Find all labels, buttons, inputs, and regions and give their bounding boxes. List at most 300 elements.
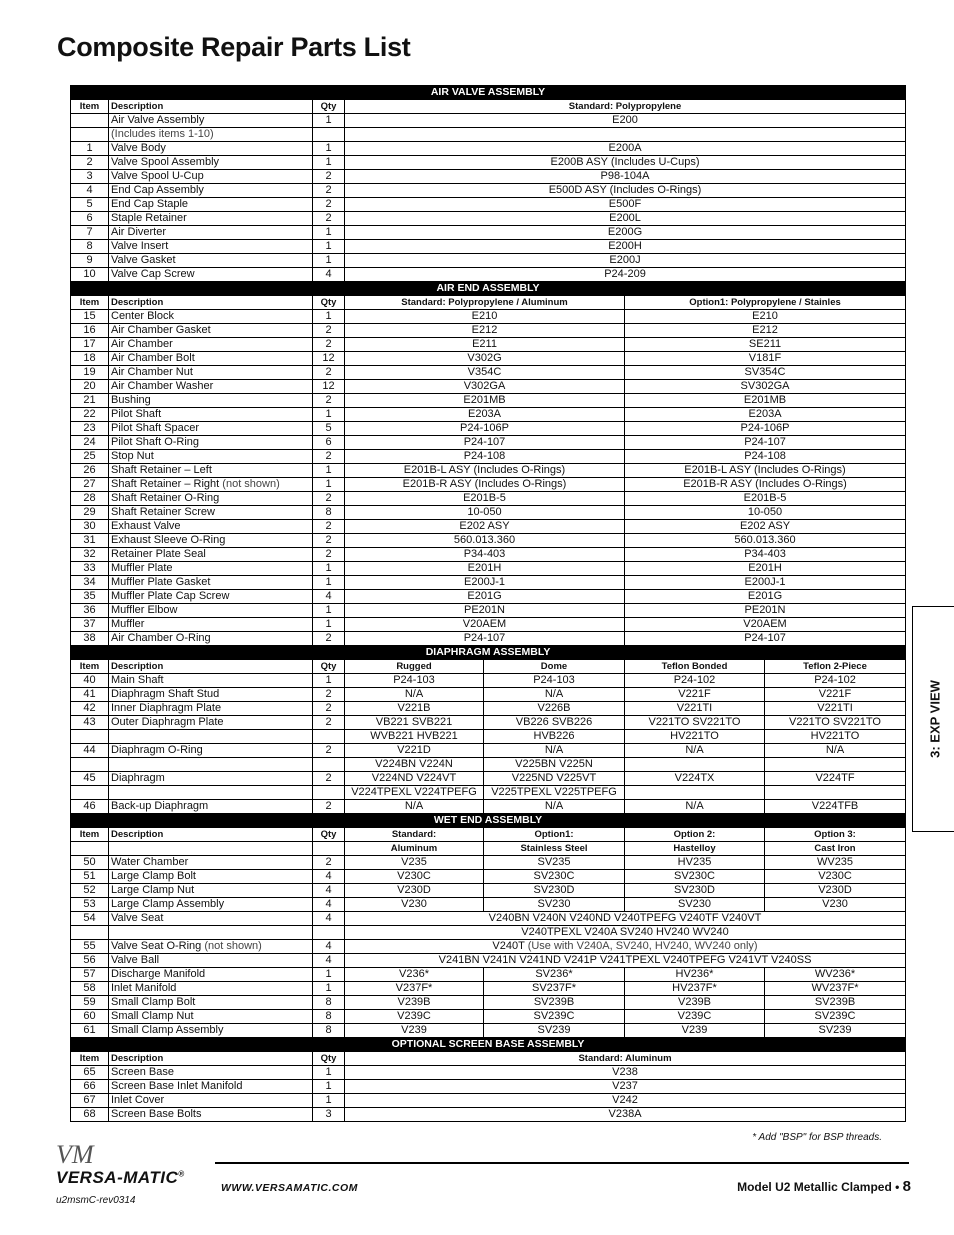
table-row [71, 1024, 906, 1038]
table-cell [345, 744, 484, 758]
cell-text: SV354C [744, 366, 786, 378]
table-cell [109, 254, 313, 268]
table-cell [109, 1066, 313, 1080]
cell-text: VB226 SVB226 [515, 716, 593, 728]
cell-text: 19 [83, 366, 96, 378]
table-cell [109, 534, 313, 548]
cell-text: V224TX [674, 772, 715, 784]
cell-text: 18 [83, 352, 96, 364]
table-cell [109, 114, 313, 128]
cell-text: 59 [83, 996, 96, 1008]
table-cell [109, 380, 313, 394]
table-cell [71, 898, 109, 912]
cell-text: E202 ASY [459, 520, 510, 532]
cell-text: Hastelloy [673, 843, 716, 854]
column-header [313, 842, 345, 856]
cell-text: 1 [325, 618, 332, 630]
cell-text: Valve Seat O-Ring [111, 940, 202, 952]
cell-text: V237F* [395, 982, 433, 994]
table-cell [71, 800, 109, 814]
cell-text: SV230 [537, 898, 571, 910]
table-cell [484, 870, 625, 884]
table-cell [345, 240, 906, 254]
table-cell [625, 786, 765, 800]
table-row [71, 576, 906, 590]
table-cell [625, 744, 765, 758]
cell-text: V230 [401, 898, 427, 910]
table-cell [71, 464, 109, 478]
table-cell [625, 310, 906, 324]
table-cell [313, 604, 345, 618]
table-cell [313, 1066, 345, 1080]
table-cell [71, 618, 109, 632]
cell-text: 12 [322, 380, 335, 392]
table-cell [313, 212, 345, 226]
cell-text: 1 [325, 156, 332, 168]
cell-text: 26 [83, 464, 96, 476]
table-row [71, 1066, 906, 1080]
cell-text: 54 [83, 912, 96, 924]
cell-text: 45 [83, 772, 96, 784]
table-cell [71, 716, 109, 730]
cell-text: V224TFB [811, 800, 859, 812]
table-row [71, 674, 906, 688]
cell-text: 6 [86, 212, 93, 224]
cell-text: 36 [83, 604, 96, 616]
table-cell [71, 478, 109, 492]
table-row [71, 758, 906, 772]
table-cell [109, 324, 313, 338]
cell-text: Main Shaft [111, 674, 164, 686]
table-row [71, 1010, 906, 1024]
cell-text: Muffler [111, 618, 145, 630]
cell-text: 8 [325, 996, 332, 1008]
table-cell [345, 898, 484, 912]
column-header [625, 828, 765, 842]
table-cell [71, 702, 109, 716]
table-cell [313, 1024, 345, 1038]
cell-text: Valve Spool U-Cup [111, 170, 204, 182]
table-row [71, 688, 906, 702]
cell-text: V224ND V224VT [371, 772, 457, 784]
cell-text: 28 [83, 492, 96, 504]
cell-text: 2 [325, 856, 332, 868]
table-cell [345, 310, 625, 324]
table-cell [484, 772, 625, 786]
table-cell [313, 800, 345, 814]
column-header [313, 660, 345, 674]
table-cell [109, 590, 313, 604]
cell-text: Item [79, 829, 100, 840]
table-row [71, 940, 906, 954]
cell-text: 29 [83, 506, 96, 518]
table-cell [625, 534, 906, 548]
table-cell [765, 786, 906, 800]
cell-text: 1 [325, 114, 332, 126]
table-row [71, 184, 906, 198]
cell-text: V241BN V241N V241ND V241P V241TPEXL V240TPEFG V241VT V240SS [438, 954, 812, 966]
cell-text: P24-102 [814, 674, 856, 686]
table-cell [71, 730, 109, 744]
cell-text: V221TI [817, 702, 853, 714]
table-cell [71, 870, 109, 884]
table-cell [313, 520, 345, 534]
table-cell [313, 1108, 345, 1122]
table-row [71, 548, 906, 562]
table-row [71, 870, 906, 884]
cell-text: V221D [397, 744, 431, 756]
model-name: Model U2 Metallic Clamped • [737, 1180, 900, 1194]
cell-text: 1 [325, 674, 332, 686]
table-cell [765, 856, 906, 870]
table-cell [313, 744, 345, 758]
cell-text: E212 [471, 324, 498, 336]
cell-text: 5 [86, 198, 93, 210]
table-row [71, 744, 906, 758]
table-cell [313, 366, 345, 380]
table-cell [109, 744, 313, 758]
table-cell [71, 114, 109, 128]
table-cell [71, 366, 109, 380]
cell-text: HV221TO [670, 730, 719, 742]
cell-text: Item [79, 297, 100, 308]
column-header [345, 100, 906, 114]
cell-text: 8 [325, 1024, 332, 1036]
table-cell [109, 576, 313, 590]
table-cell [109, 926, 313, 940]
cell-text: 3 [86, 170, 93, 182]
cell-text: P24-107 [463, 436, 506, 448]
cell-text: End Cap Assembly [111, 184, 204, 196]
cell-text: V238 [612, 1066, 638, 1078]
cell-text: E200J [609, 254, 641, 266]
table-cell [109, 968, 313, 982]
cell-text: Teflon Bonded [661, 661, 728, 672]
cell-text: PE201N [744, 604, 786, 616]
table-cell [109, 996, 313, 1010]
table-cell [484, 758, 625, 772]
cell-text: SV239B [814, 996, 856, 1008]
table-cell [109, 240, 313, 254]
cell-text: 1 [325, 562, 332, 574]
table-cell [313, 450, 345, 464]
table-cell [313, 254, 345, 268]
cell-text: Air Valve Assembly [111, 114, 205, 126]
cell-text: V239C [677, 1010, 712, 1022]
table-cell [109, 394, 313, 408]
table-cell [345, 128, 906, 142]
table-cell [71, 576, 109, 590]
table-row [71, 884, 906, 898]
table-row [71, 954, 906, 968]
table-row [71, 338, 906, 352]
table-cell [71, 492, 109, 506]
table-cell [484, 674, 625, 688]
table-cell [109, 492, 313, 506]
column-header [345, 1052, 906, 1066]
cell-text: V239C [397, 1010, 431, 1022]
cell-text: 32 [83, 548, 96, 560]
cell-text: P24-209 [604, 268, 646, 280]
cell-text: 2 [325, 520, 332, 532]
table-cell [625, 632, 906, 646]
section-title: AIR VALVE ASSEMBLY [71, 86, 906, 100]
table-cell [345, 324, 625, 338]
table-cell [109, 352, 313, 366]
cell-text: 33 [83, 562, 96, 574]
table-cell [313, 380, 345, 394]
cell-text: Standard: Polypropylene [568, 101, 682, 112]
cell-text: HV236* [675, 968, 714, 980]
table-cell [345, 884, 484, 898]
cell-text: Shaft Retainer O-Ring [111, 492, 220, 504]
table-cell [313, 142, 345, 156]
table-cell [625, 422, 906, 436]
cell-text: 1 [325, 1080, 332, 1092]
cell-text: E201B-R ASY (Includes O-Rings) [683, 478, 847, 490]
table-cell [345, 674, 484, 688]
table-cell [345, 716, 484, 730]
cell-text: 23 [83, 422, 96, 434]
table-cell [71, 422, 109, 436]
cell-text: P24-102 [673, 674, 716, 686]
section-tab[interactable] [912, 606, 954, 832]
website-link[interactable]: WWW.VERSAMATIC.COM [221, 1182, 358, 1194]
cell-text: Air Diverter [111, 226, 167, 238]
column-header-row [71, 660, 906, 674]
cell-text: 22 [83, 408, 96, 420]
cell-text: SV230D [674, 884, 715, 896]
table-cell [345, 450, 625, 464]
table-cell [313, 912, 345, 926]
table-cell [345, 982, 484, 996]
cell-text: 61 [83, 1024, 96, 1036]
table-cell [313, 156, 345, 170]
cell-text: 37 [83, 618, 96, 630]
table-cell [313, 408, 345, 422]
cell-note: (not shown) [204, 940, 262, 952]
table-cell [765, 968, 906, 982]
cell-text: Muffler Plate Cap Screw [111, 590, 230, 602]
table-cell [109, 268, 313, 282]
cell-text: 30 [83, 520, 96, 532]
cell-text: 57 [83, 968, 96, 980]
table-row [71, 1108, 906, 1122]
table-cell [109, 618, 313, 632]
cell-text: 60 [83, 1010, 96, 1022]
cell-text: SV239 [537, 1024, 571, 1036]
cell-text: Valve Spool Assembly [111, 156, 220, 168]
table-cell [71, 212, 109, 226]
table-cell [71, 156, 109, 170]
table-row [71, 352, 906, 366]
cell-text: SV237F* [531, 982, 577, 994]
table-cell [484, 1010, 625, 1024]
cell-text: 4 [325, 940, 332, 952]
cell-text: E200J-1 [464, 576, 505, 588]
table-cell [109, 758, 313, 772]
cell-text: 16 [83, 324, 96, 336]
cell-text: E200G [607, 226, 643, 238]
column-header [71, 828, 109, 842]
cell-text: Staple Retainer [111, 212, 187, 224]
table-cell [345, 422, 625, 436]
column-header [71, 100, 109, 114]
table-row [71, 254, 906, 268]
cell-text: 50 [83, 856, 96, 868]
table-cell [625, 1024, 765, 1038]
table-cell [313, 954, 345, 968]
table-cell [71, 856, 109, 870]
table-cell [109, 870, 313, 884]
cell-text: 20 [83, 380, 96, 392]
table-cell [71, 562, 109, 576]
table-cell [109, 716, 313, 730]
cell-text: (Includes items 1-10) [111, 128, 214, 140]
table-cell [71, 604, 109, 618]
table-cell [109, 310, 313, 324]
column-header [109, 842, 313, 856]
table-cell [71, 128, 109, 142]
table-cell [484, 730, 625, 744]
table-row [71, 114, 906, 128]
table-cell [71, 1010, 109, 1024]
table-cell [484, 800, 625, 814]
table-cell [625, 464, 906, 478]
cell-text: WV236* [814, 968, 856, 980]
cell-text: 55 [83, 940, 96, 952]
column-header [313, 828, 345, 842]
column-header [345, 842, 484, 856]
table-cell [345, 184, 906, 198]
table-row [71, 436, 906, 450]
table-cell [313, 716, 345, 730]
table-row [71, 492, 906, 506]
table-cell [313, 982, 345, 996]
cell-text: V230 [822, 898, 848, 910]
cell-text: Screen Base [111, 1066, 174, 1078]
cell-text: 2 [86, 156, 93, 168]
table-cell [109, 688, 313, 702]
table-cell [71, 786, 109, 800]
cell-text: 560.013.360 [734, 534, 796, 546]
table-cell [484, 716, 625, 730]
cell-text: 2 [325, 170, 332, 182]
cell-text: 52 [83, 884, 96, 896]
cell-text: E210 [752, 310, 778, 322]
table-cell [345, 436, 625, 450]
table-row [71, 800, 906, 814]
table-cell [765, 898, 906, 912]
cell-text: 12 [322, 352, 335, 364]
cell-text: 1 [325, 240, 332, 252]
table-cell [345, 394, 625, 408]
cell-text: 560.013.360 [453, 534, 516, 546]
cell-text: Qty [320, 829, 337, 840]
cell-text: V226B [537, 702, 571, 714]
cell-text: E500F [608, 198, 642, 210]
cell-text: Air Chamber [111, 338, 173, 350]
cell-text: HVB226 [533, 730, 575, 742]
table-cell [109, 786, 313, 800]
cell-text: N/A [544, 744, 564, 756]
table-cell [345, 114, 906, 128]
cell-text: 1 [325, 604, 332, 616]
cell-text: SV235 [537, 856, 571, 868]
table-cell [313, 198, 345, 212]
logo-text: VERSA-MATIC® [56, 1168, 185, 1187]
cell-text: Muffler Elbow [111, 604, 178, 616]
table-cell [109, 702, 313, 716]
table-cell [109, 366, 313, 380]
table-row [71, 716, 906, 730]
table-cell [625, 562, 906, 576]
cell-text: Valve Gasket [111, 254, 176, 266]
table-cell [313, 240, 345, 254]
table-row [71, 198, 906, 212]
cell-text: 27 [83, 478, 96, 490]
table-row [71, 226, 906, 240]
cell-text: Large Clamp Nut [111, 884, 195, 896]
table-cell [313, 1010, 345, 1024]
table-row [71, 926, 906, 940]
cell-text: 58 [83, 982, 96, 994]
table-cell [109, 128, 313, 142]
table-cell [625, 324, 906, 338]
cell-text: V20AEM [462, 618, 507, 630]
table-row [71, 786, 906, 800]
column-header-row [71, 100, 906, 114]
table-cell [625, 688, 765, 702]
table-cell [71, 268, 109, 282]
cell-text: Description [111, 1053, 164, 1064]
table-cell [345, 338, 625, 352]
table-cell [313, 324, 345, 338]
table-cell [71, 352, 109, 366]
table-cell [345, 996, 484, 1010]
cell-text: E203A [748, 408, 782, 420]
table-cell [109, 436, 313, 450]
cell-text: Item [79, 101, 100, 112]
cell-text: 17 [83, 338, 96, 350]
page-title: Composite Repair Parts List [57, 32, 411, 62]
cell-text: 4 [325, 590, 332, 602]
table-row [71, 240, 906, 254]
table-cell [625, 618, 906, 632]
table-cell [765, 674, 906, 688]
table-row [71, 912, 906, 926]
cell-text: 1 [325, 1066, 332, 1078]
table-cell [345, 156, 906, 170]
table-cell [625, 674, 765, 688]
cell-text: Muffler Plate Gasket [111, 576, 211, 588]
table-row [71, 156, 906, 170]
cell-text: V239 [401, 1024, 427, 1036]
cell-text: Water Chamber [111, 856, 189, 868]
column-header [345, 296, 625, 310]
table-cell [313, 688, 345, 702]
section-title: DIAPHRAGM ASSEMBLY [71, 646, 906, 660]
table-cell [345, 506, 625, 520]
table-cell [345, 142, 906, 156]
column-header [71, 842, 109, 856]
cell-text: Description [111, 297, 164, 308]
cell-text: E201H [467, 562, 502, 574]
cell-text: Exhaust Valve [111, 520, 181, 532]
cell-text: V221TI [676, 702, 713, 714]
table-cell [625, 702, 765, 716]
table-cell [313, 436, 345, 450]
